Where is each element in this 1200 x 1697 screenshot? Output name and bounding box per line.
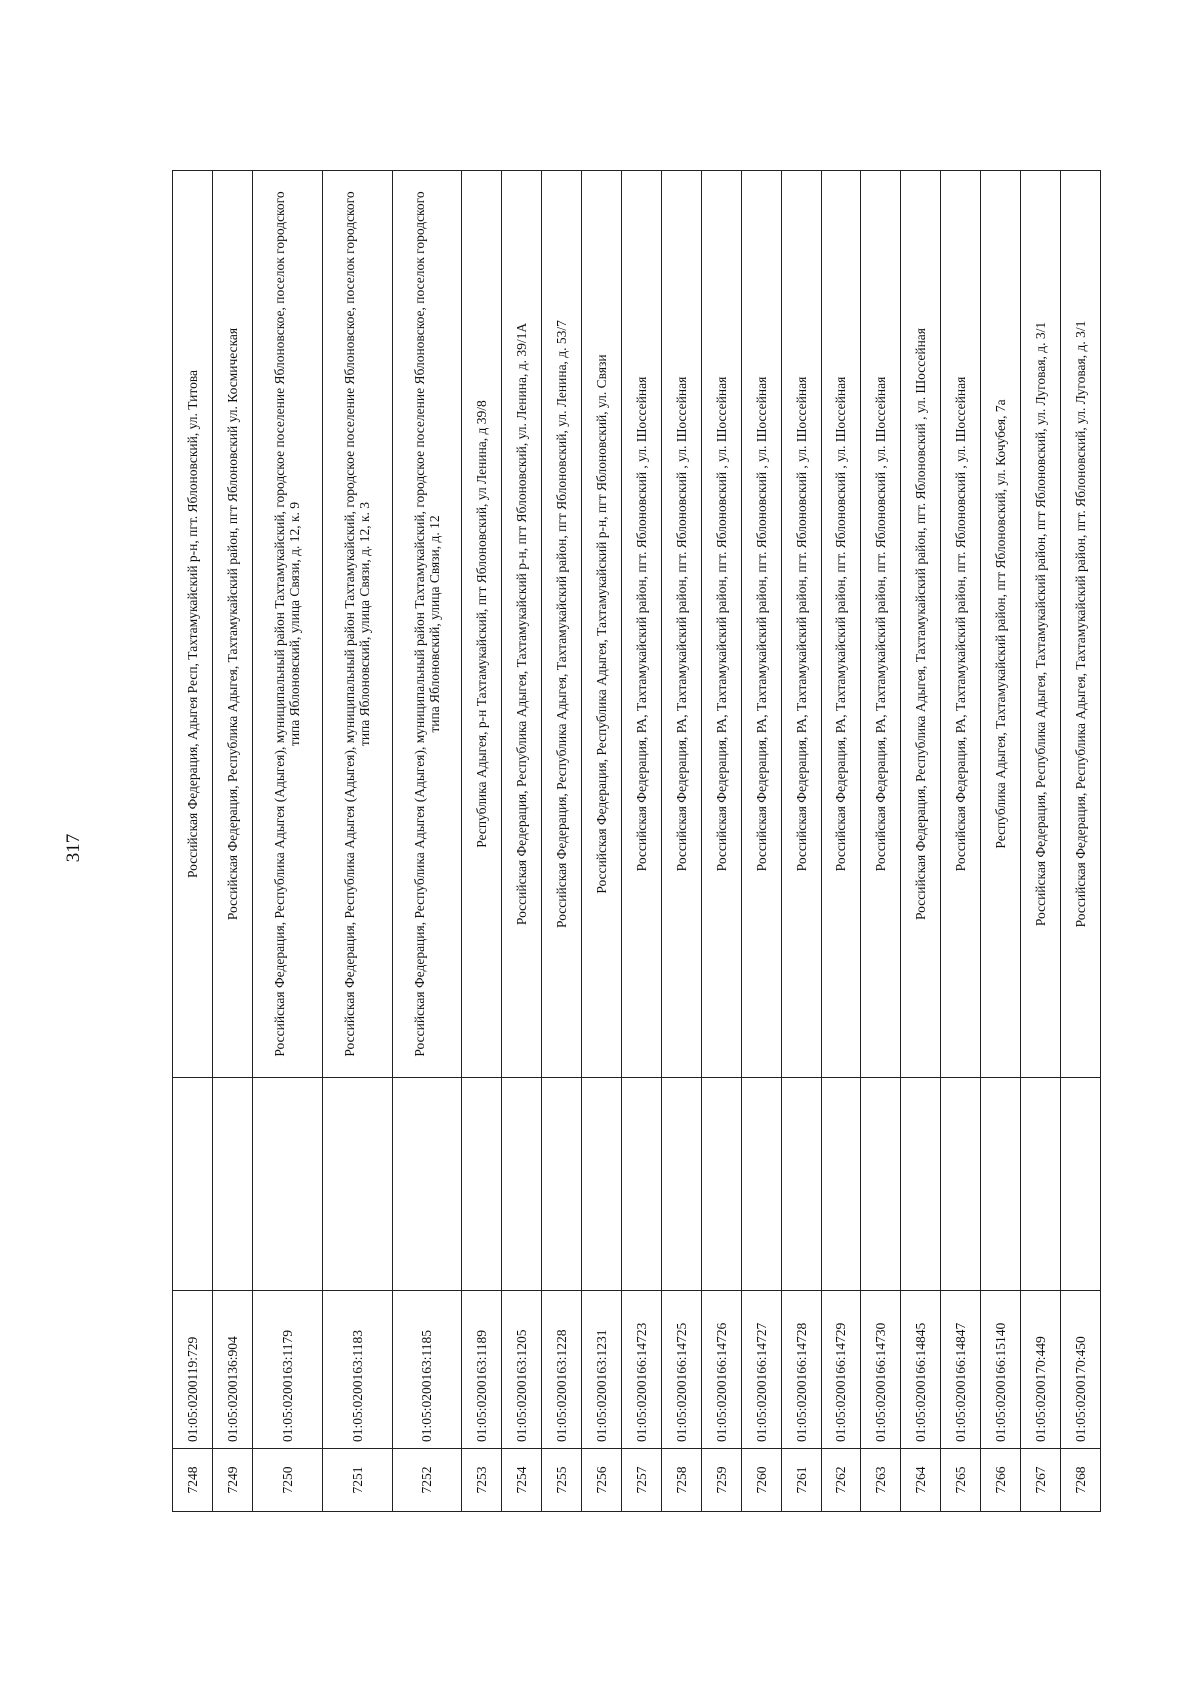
row-number: 7253 bbox=[462, 1449, 502, 1512]
empty-cell bbox=[502, 1078, 542, 1291]
cadastral-number: 01:05:0200166:14847 bbox=[941, 1291, 981, 1449]
row-number: 7249 bbox=[212, 1449, 252, 1512]
table-row bbox=[701, 171, 741, 1512]
table-row bbox=[582, 171, 622, 1512]
address-cell: Российская Федерация, РА, Тахтамукайский район, пгт. Яблоновский , ул. Шоссейная bbox=[661, 171, 701, 1078]
table-row bbox=[621, 171, 661, 1512]
cadastral-number: 01:05:0200163:1183 bbox=[322, 1291, 392, 1449]
row-number: 7257 bbox=[621, 1449, 661, 1512]
cadastral-number: 01:05:0200166:15140 bbox=[981, 1291, 1021, 1449]
table-row bbox=[173, 171, 213, 1512]
row-number: 7250 bbox=[252, 1449, 322, 1512]
empty-cell bbox=[741, 1078, 781, 1291]
empty-cell bbox=[1021, 1078, 1061, 1291]
address-cell: Российская Федерация, РА, Тахтамукайский район, пгт. Яблоновский , ул. Шоссейная bbox=[621, 171, 661, 1078]
table-row bbox=[392, 171, 462, 1512]
address-cell: Российская Федерация, Республика Адыгея (Адыгея), муниципальный район Тахтамукайский, городское поселение Яблоновское, поселок городского типа Яблоновский, улица Связи, д. 12, к. 9 bbox=[252, 171, 322, 1078]
table-row bbox=[1060, 171, 1100, 1512]
table-row bbox=[741, 171, 781, 1512]
cadastral-number: 01:05:0200163:1185 bbox=[392, 1291, 462, 1449]
table-row bbox=[661, 171, 701, 1512]
empty-cell bbox=[861, 1078, 901, 1291]
row-number: 7252 bbox=[392, 1449, 462, 1512]
address-cell: Российская Федерация, Республика Адыгея, Тахтамукайский р-н, пгт Яблоновский, ул. Связи bbox=[582, 171, 622, 1078]
empty-cell bbox=[582, 1078, 622, 1291]
cadastral-number: 01:05:0200166:14726 bbox=[701, 1291, 741, 1449]
empty-cell bbox=[252, 1078, 322, 1291]
cadastral-number: 01:05:0200166:14729 bbox=[821, 1291, 861, 1449]
empty-cell bbox=[1060, 1078, 1100, 1291]
cadastral-number: 01:05:0200166:14845 bbox=[901, 1291, 941, 1449]
table-row bbox=[322, 171, 392, 1512]
address-cell: Российская Федерация, Республика Адыгея, Тахтамукайский район, пгт. Яблоновский, ул. Луговая, д. 3/1 bbox=[1060, 171, 1100, 1078]
row-number: 7261 bbox=[781, 1449, 821, 1512]
table-row bbox=[502, 171, 542, 1512]
address-cell: Российская Федерация, РА, Тахтамукайский район, пгт. Яблоновский , ул. Шоссейная bbox=[701, 171, 741, 1078]
row-number: 7262 bbox=[821, 1449, 861, 1512]
empty-cell bbox=[821, 1078, 861, 1291]
row-number: 7259 bbox=[701, 1449, 741, 1512]
table-row bbox=[212, 171, 252, 1512]
row-number: 7264 bbox=[901, 1449, 941, 1512]
empty-cell bbox=[392, 1078, 462, 1291]
address-cell: Российская Федерация, РА, Тахтамукайский район, пгт. Яблоновский , ул. Шоссейная bbox=[781, 171, 821, 1078]
address-cell: Республика Адыгея, р-н Тахтамукайский, пгт Яблоновский, ул Ленина, д 39/8 bbox=[462, 171, 502, 1078]
empty-cell bbox=[462, 1078, 502, 1291]
cadastral-number: 01:05:0200166:14728 bbox=[781, 1291, 821, 1449]
cadastral-number: 01:05:0200163:1228 bbox=[542, 1291, 582, 1449]
table-row bbox=[901, 171, 941, 1512]
registry-table bbox=[172, 170, 1101, 1512]
cadastral-number: 01:05:0200163:1231 bbox=[582, 1291, 622, 1449]
address-cell: Республика Адыгея, Тахтамукайский район, пгт Яблоновский, ул. Кочубея, 7а bbox=[981, 171, 1021, 1078]
empty-cell bbox=[981, 1078, 1021, 1291]
cadastral-number: 01:05:0200166:14723 bbox=[621, 1291, 661, 1449]
address-cell: Российская Федерация, РА, Тахтамукайский район, пгт. Яблоновский , ул. Шоссейная bbox=[861, 171, 901, 1078]
table-row bbox=[981, 171, 1021, 1512]
address-cell: Российская Федерация, Республика Адыгея (Адыгея), муниципальный район Тахтамукайский, городское поселение Яблоновское, поселок городского типа Яблоновский, улица Связи, д. 12 bbox=[392, 171, 462, 1078]
cadastral-number: 01:05:0200163:1205 bbox=[502, 1291, 542, 1449]
empty-cell bbox=[621, 1078, 661, 1291]
cadastral-number: 01:05:0200163:1189 bbox=[462, 1291, 502, 1449]
empty-cell bbox=[322, 1078, 392, 1291]
address-cell: Российская Федерация, Республика Адыгея, Тахтамукайский район, пгт Яблоновский, ул. Ленина, д. 53/7 bbox=[542, 171, 582, 1078]
empty-cell bbox=[542, 1078, 582, 1291]
empty-cell bbox=[212, 1078, 252, 1291]
table-row bbox=[252, 171, 322, 1512]
empty-cell bbox=[941, 1078, 981, 1291]
table-row bbox=[1021, 171, 1061, 1512]
row-number: 7265 bbox=[941, 1449, 981, 1512]
empty-cell bbox=[661, 1078, 701, 1291]
address-cell: Российская Федерация, РА, Тахтамукайский район, пгт. Яблоновский , ул. Шоссейная bbox=[741, 171, 781, 1078]
table-body bbox=[173, 171, 1101, 1512]
table-row bbox=[542, 171, 582, 1512]
address-cell: Российская Федерация, Адыгея Респ, Тахтамукайский р-н, пгт. Яблоновский, ул. Титова bbox=[173, 171, 213, 1078]
row-number: 7251 bbox=[322, 1449, 392, 1512]
address-cell: Российская Федерация, Республика Адыгея (Адыгея), муниципальный район Тахтамукайский, городское поселение Яблоновское, поселок городского типа Яблоновский, улица Связи, д. 12, к. 3 bbox=[322, 171, 392, 1078]
table-row bbox=[941, 171, 981, 1512]
address-cell: Российская Федерация, Республика Адыгея, Тахтамукайский район, пгт Яблоновский, ул. Луговая, д. 3/1 bbox=[1021, 171, 1061, 1078]
row-number: 7255 bbox=[542, 1449, 582, 1512]
row-number: 7266 bbox=[981, 1449, 1021, 1512]
empty-cell bbox=[781, 1078, 821, 1291]
cadastral-number: 01:05:0200170:449 bbox=[1021, 1291, 1061, 1449]
cadastral-number: 01:05:0200166:14725 bbox=[661, 1291, 701, 1449]
empty-cell bbox=[901, 1078, 941, 1291]
row-number: 7248 bbox=[173, 1449, 213, 1512]
cadastral-number: 01:05:0200163:1179 bbox=[252, 1291, 322, 1449]
table-row bbox=[781, 171, 821, 1512]
address-cell: Российская Федерация, Республика Адыгея, Тахтамукайский район, пгт. Яблоновский , ул. Шоссейная bbox=[901, 171, 941, 1078]
rotated-table-container bbox=[172, 170, 1101, 1512]
table-row bbox=[861, 171, 901, 1512]
cadastral-number: 01:05:0200170:450 bbox=[1060, 1291, 1100, 1449]
address-cell: Российская Федерация, РА, Тахтамукайский район, пгт. Яблоновский , ул. Шоссейная bbox=[821, 171, 861, 1078]
cadastral-number: 01:05:0200136:904 bbox=[212, 1291, 252, 1449]
cadastral-number: 01:05:0200166:14727 bbox=[741, 1291, 781, 1449]
page-number: 317 bbox=[63, 833, 84, 863]
table-row bbox=[821, 171, 861, 1512]
row-number: 7256 bbox=[582, 1449, 622, 1512]
table-row bbox=[462, 171, 502, 1512]
row-number: 7260 bbox=[741, 1449, 781, 1512]
address-cell: Российская Федерация, РА, Тахтамукайский район, пгт. Яблоновский , ул. Шоссейная bbox=[941, 171, 981, 1078]
empty-cell bbox=[173, 1078, 213, 1291]
row-number: 7263 bbox=[861, 1449, 901, 1512]
cadastral-number: 01:05:0200119:729 bbox=[173, 1291, 213, 1449]
cadastral-number: 01:05:0200166:14730 bbox=[861, 1291, 901, 1449]
row-number: 7267 bbox=[1021, 1449, 1061, 1512]
row-number: 7268 bbox=[1060, 1449, 1100, 1512]
empty-cell bbox=[701, 1078, 741, 1291]
address-cell: Российская Федерация, Республика Адыгея, Тахтамукайский район, пгт Яблоновский ул. Космическая bbox=[212, 171, 252, 1078]
address-cell: Российская Федерация, Республика Адыгея, Тахтамукайский р-н, пгт Яблоновский, ул. Ленина, д. 39/1А bbox=[502, 171, 542, 1078]
row-number: 7254 bbox=[502, 1449, 542, 1512]
row-number: 7258 bbox=[661, 1449, 701, 1512]
